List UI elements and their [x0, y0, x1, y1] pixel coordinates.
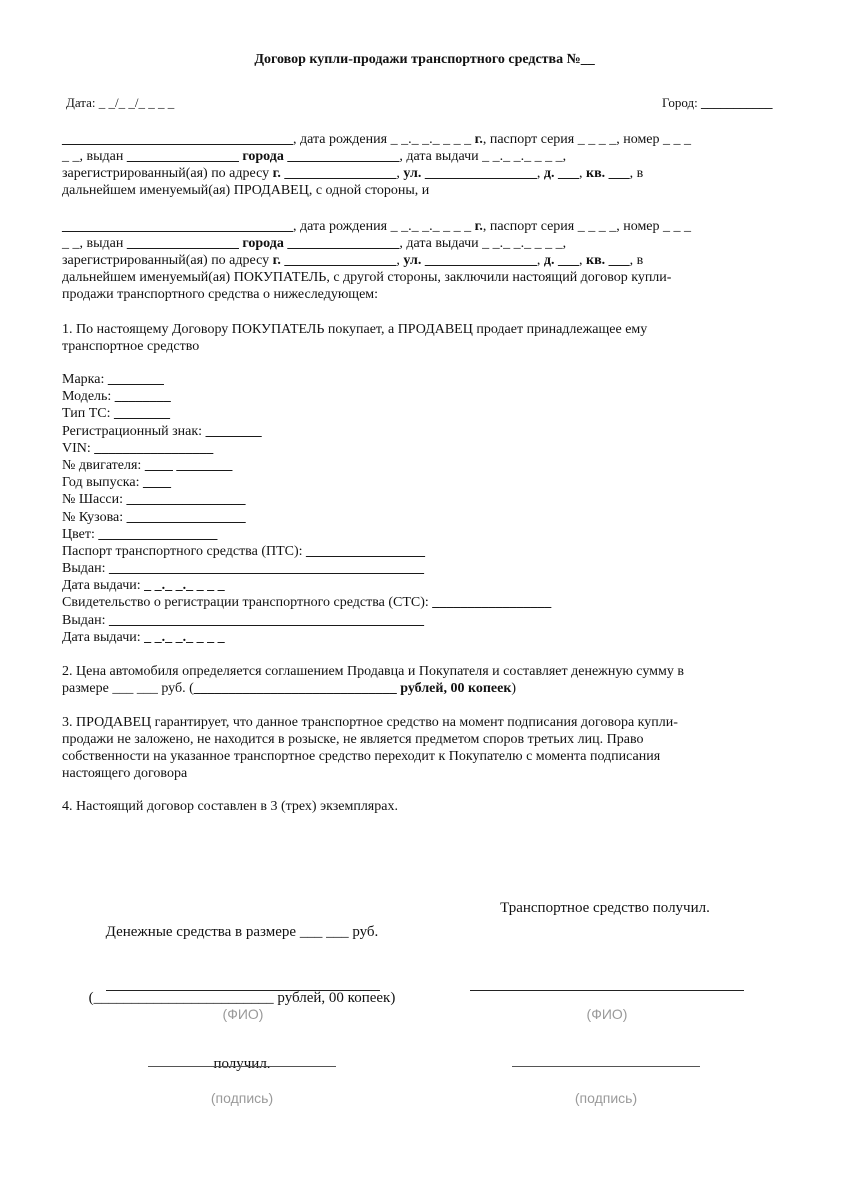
seller-city-word: города	[242, 149, 284, 164]
buyer-signature-line	[512, 1066, 700, 1067]
seller-passport-text: , паспорт серия _ _ _ _, номер _ _ _	[482, 132, 692, 147]
money-receipt-line-3: получил.	[213, 1056, 271, 1072]
vehicle-field-row	[62, 543, 551, 560]
clause-4	[62, 798, 787, 815]
vehicle-field-row	[62, 405, 551, 422]
vehicle-field-blank: _________________	[306, 543, 426, 559]
clause-2	[62, 663, 787, 697]
vehicle-field-label: Цвет:	[62, 526, 99, 542]
seller-fio-label: (ФИО)	[222, 1006, 264, 1022]
city-field	[662, 95, 772, 111]
vehicle-field-label: Модель:	[62, 389, 115, 405]
vehicle-field-label: Выдан:	[62, 612, 109, 628]
buyer-role-text: дальнейшем именуемый(ая) ПОКУПАТЕЛЬ, с другой стороны, заключили настоящий договор купли-	[62, 270, 672, 285]
price-words-blank: _____________________________ рублей, 00 копеек	[193, 681, 512, 696]
vehicle-field-label: Марка:	[62, 372, 108, 387]
vehicle-field-row	[62, 560, 551, 577]
vehicle-field-row	[62, 526, 551, 543]
seller-address-street: ул. ________________	[403, 166, 537, 181]
vehicle-field-blank: _________________	[126, 492, 246, 508]
clause-3-line-4: настоящего договора	[62, 766, 188, 781]
sep: ,	[579, 253, 586, 268]
seller-city-blank: ________________	[283, 149, 400, 164]
buyer-address-street: ул. ________________	[403, 253, 537, 268]
seller-address-flat: кв. ___	[586, 166, 630, 181]
city-blank: ___________	[700, 95, 773, 110]
clause-4-line: 4. Настоящий договор составлен в 3 (трех) экземплярах.	[62, 799, 398, 814]
seller-role-text: дальнейшем именуемый(ая) ПРОДАВЕЦ, с одной стороны, и	[62, 183, 430, 198]
clause-1-line-1: 1. По настоящему Договору ПОКУПАТЕЛЬ покупает, а ПРОДАВЕЦ продает принадлежащее ему	[62, 322, 648, 337]
clause-1-line-2: транспортное средство	[62, 339, 200, 354]
buyer-issue-date: , дата выдачи _ _._ _._ _ _ _,	[399, 236, 567, 251]
sep: ,	[396, 253, 404, 268]
sep: , в	[629, 166, 644, 181]
seller-address-city: г. ________________	[272, 166, 397, 181]
buyer-city-blank: ________________	[283, 236, 400, 251]
seller-birth-g: г.	[474, 132, 483, 147]
vehicle-field-row	[62, 577, 551, 594]
price-text: размере ___ ___ руб. (	[62, 681, 194, 696]
sep: ,	[579, 166, 586, 181]
seller-address-house: д. ___	[543, 166, 579, 181]
clause-3-line-3: собственности на указанное транспортное средство переходит к Покупателю с момента подписания	[62, 749, 661, 764]
vehicle-field-row	[62, 440, 551, 457]
vehicle-field-label: № Шасси:	[62, 492, 127, 508]
buyer-address-city: г. ________________	[272, 253, 397, 268]
vehicle-field-blank: ____	[143, 475, 171, 491]
buyer-name-blank: _________________________________	[62, 219, 293, 234]
vehicle-field-row	[62, 388, 551, 405]
vehicle-field-label: Регистрационный знак:	[62, 423, 206, 439]
seller-block	[62, 131, 787, 199]
clause-3-line-2: продажи не заложено, не находится в розыске, не является предметом споров третьих лиц. Право	[62, 732, 644, 747]
clause-1	[62, 321, 787, 355]
date-label: Дата: _ _/_ _/_ _ _ _	[66, 95, 175, 110]
buyer-issued-text: _ _, выдан	[62, 236, 127, 251]
buyer-signature-label: (подпись)	[574, 1090, 638, 1106]
city-label: Город:	[662, 95, 701, 110]
sep: ,	[396, 166, 404, 181]
vehicle-field-row	[62, 594, 551, 611]
seller-signature-label: (подпись)	[210, 1090, 274, 1106]
vehicle-receipt: Транспортное средство получил.	[500, 900, 710, 916]
vehicle-field-blank: _ _._ _._ _ _ _	[144, 578, 225, 594]
buyer-block	[62, 218, 787, 303]
vehicle-field-blank: _____________________________________________	[108, 561, 424, 577]
vehicle-field-label: № Кузова:	[62, 509, 127, 525]
money-receipt-line-2: (________________________ рублей, 00 копеек)	[88, 990, 396, 1006]
seller-address-text: зарегистрированный(ая) по адресу	[62, 166, 273, 181]
vehicle-field-blank: _____________________________________________	[108, 612, 424, 628]
vehicle-field-blank: _________________	[94, 440, 214, 456]
vehicle-field-blank: ____ ________	[144, 457, 233, 473]
sep: ,	[536, 253, 544, 268]
clause-3-line-1: 3. ПРОДАВЕЦ гарантирует, что данное транспортное средство на момент подписания договора купли-	[62, 715, 678, 730]
vehicle-field-row	[62, 509, 551, 526]
clause-3	[62, 714, 787, 782]
seller-issued-text: _ _, выдан	[62, 149, 127, 164]
seller-issue-date: , дата выдачи _ _._ _._ _ _ _,	[399, 149, 567, 164]
buyer-birth-text: , дата рождения _ _._ _._ _ _ _	[293, 219, 475, 234]
vehicle-field-row	[62, 457, 551, 474]
vehicle-field-row	[62, 474, 551, 491]
vehicle-field-label: Дата выдачи:	[62, 629, 145, 645]
vehicle-field-label: Паспорт транспортного средства (ПТС):	[62, 543, 307, 559]
buyer-issued-blank: ________________	[126, 236, 243, 251]
vehicle-field-blank: _________________	[432, 595, 552, 611]
vehicle-field-label: VIN:	[62, 440, 95, 456]
vehicle-field-label: Год выпуска:	[62, 475, 143, 491]
buyer-passport-text: , паспорт серия _ _ _ _, номер _ _ _	[482, 219, 692, 234]
document-title: Договор купли-продажи транспортного средства №__	[254, 52, 595, 67]
price-close: )	[511, 681, 517, 696]
money-receipt-line-1: Денежные средства в размере ___ ___ руб.	[105, 924, 379, 940]
vehicle-field-row	[62, 629, 551, 646]
buyer-role-text-cont: продажи транспортного средства о нижеследующем:	[62, 287, 379, 302]
vehicle-field-row	[62, 612, 551, 629]
seller-fio-line	[106, 990, 380, 991]
money-receipt	[62, 877, 422, 1119]
seller-signature-line	[148, 1066, 336, 1067]
vehicle-field-row	[62, 423, 551, 440]
vehicle-field-row	[62, 371, 551, 388]
seller-issued-blank: ________________	[126, 149, 243, 164]
sep: ,	[536, 166, 544, 181]
clause-2-line-1: 2. Цена автомобиля определяется соглашением Продавца и Покупателя и составляет денежную сумму в	[62, 664, 684, 679]
buyer-address-text: зарегистрированный(ая) по адресу	[62, 253, 273, 268]
vehicle-field-blank: ________	[113, 406, 170, 422]
vehicle-field-blank: ________	[114, 389, 171, 405]
vehicle-field-row	[62, 491, 551, 508]
vehicle-field-label: Свидетельство о регистрации транспортного средства (СТС):	[62, 595, 433, 611]
vehicle-field-label: Тип ТС:	[62, 406, 114, 422]
vehicle-field-label: № двигателя:	[62, 457, 145, 473]
sep: , в	[629, 253, 644, 268]
buyer-address-flat: кв. ___	[586, 253, 630, 268]
buyer-city-word: города	[242, 236, 284, 251]
vehicle-field-label: Дата выдачи:	[62, 578, 145, 594]
vehicle-field-blank: _ _._ _._ _ _ _	[144, 629, 225, 645]
vehicle-field-label: Выдан:	[62, 561, 109, 577]
vehicle-field-blank: ________	[107, 372, 164, 387]
buyer-birth-g: г.	[474, 219, 483, 234]
vehicle-field-blank: ________	[205, 423, 262, 439]
buyer-fio-label: (ФИО)	[586, 1006, 628, 1022]
seller-birth-text: , дата рождения _ _._ _._ _ _ _	[293, 132, 475, 147]
seller-name-blank: _________________________________	[62, 132, 293, 147]
vehicle-field-blank: _________________	[98, 526, 218, 542]
buyer-fio-line	[470, 990, 744, 991]
buyer-address-house: д. ___	[543, 253, 579, 268]
vehicle-fields	[62, 371, 551, 646]
vehicle-field-blank: _________________	[126, 509, 246, 525]
